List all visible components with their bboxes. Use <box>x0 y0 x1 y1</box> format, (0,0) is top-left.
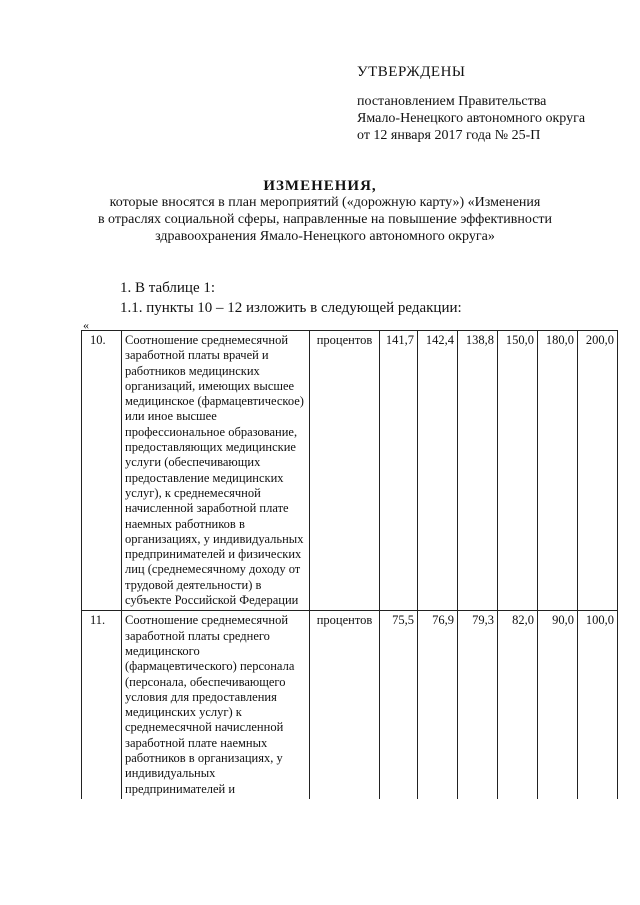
subtitle-line: здравоохранения Ямало-Ненецкого автономного округа» <box>155 229 495 244</box>
subtitle-line: которые вносятся в план мероприятий («дорожную карту») «Изменения <box>109 195 541 210</box>
row-value: 100,0 <box>578 611 618 799</box>
subtitle-line: в отраслях социальной сферы, направленные на повышение эффективности <box>97 212 553 227</box>
item-1-1: 1.1. пункты 10 – 12 изложить в следующей редакции: <box>120 300 462 316</box>
row-value: 150,0 <box>498 331 538 611</box>
row-value: 76,9 <box>418 611 458 799</box>
document-title: ИЗМЕНЕНИЯ, <box>263 178 377 194</box>
row-value: 75,5 <box>380 611 418 799</box>
row-number: 10. <box>82 331 122 611</box>
row-description: Соотношение среднемесячной заработной платы среднего медицинского (фармацевтического) персонала (персонала, обеспечивающего условия для предоставления медицинских услуг) к среднемесячной начисленной заработной плате наемных работников в организациях, у индивидуальных предпринимателей и <box>122 611 310 799</box>
indicators-table <box>81 330 618 799</box>
document-subtitle <box>90 194 560 245</box>
row-value: 138,8 <box>458 331 498 611</box>
row-unit: процентов <box>310 331 380 611</box>
table-row <box>82 611 618 799</box>
row-number: 11. <box>82 611 122 799</box>
approved-heading: УТВЕРЖДЕНЫ <box>357 64 466 80</box>
resolution-line: постановлением Правительства <box>357 94 547 109</box>
resolution-line: от 12 января 2017 года № 25-П <box>357 128 541 143</box>
open-quote: « <box>83 318 89 332</box>
row-value: 180,0 <box>538 331 578 611</box>
row-value: 141,7 <box>380 331 418 611</box>
row-value: 79,3 <box>458 611 498 799</box>
item-1: 1. В таблице 1: <box>120 280 216 296</box>
row-value: 142,4 <box>418 331 458 611</box>
row-value: 82,0 <box>498 611 538 799</box>
row-description: Соотношение среднемесячной заработной платы врачей и работников медицинских организаций, имеющих высшее медицинское (фармацевтическое) или иное высшее профессиональное образование, предоставляющих медицинские услуги (обеспечивающих предоставление медицинских услуг), к среднемесячной начисленной заработной плате наемных работников в организациях, у индивидуальных предпринимателей и физических лиц (среднемесячному доходу от трудовой деятельности) в субъекте Российской Федерации <box>122 331 310 611</box>
row-value: 200,0 <box>578 331 618 611</box>
row-value: 90,0 <box>538 611 578 799</box>
resolution-reference <box>357 93 585 144</box>
table-row <box>82 331 618 611</box>
resolution-line: Ямало-Ненецкого автономного округа <box>357 111 586 126</box>
row-unit: процентов <box>310 611 380 799</box>
